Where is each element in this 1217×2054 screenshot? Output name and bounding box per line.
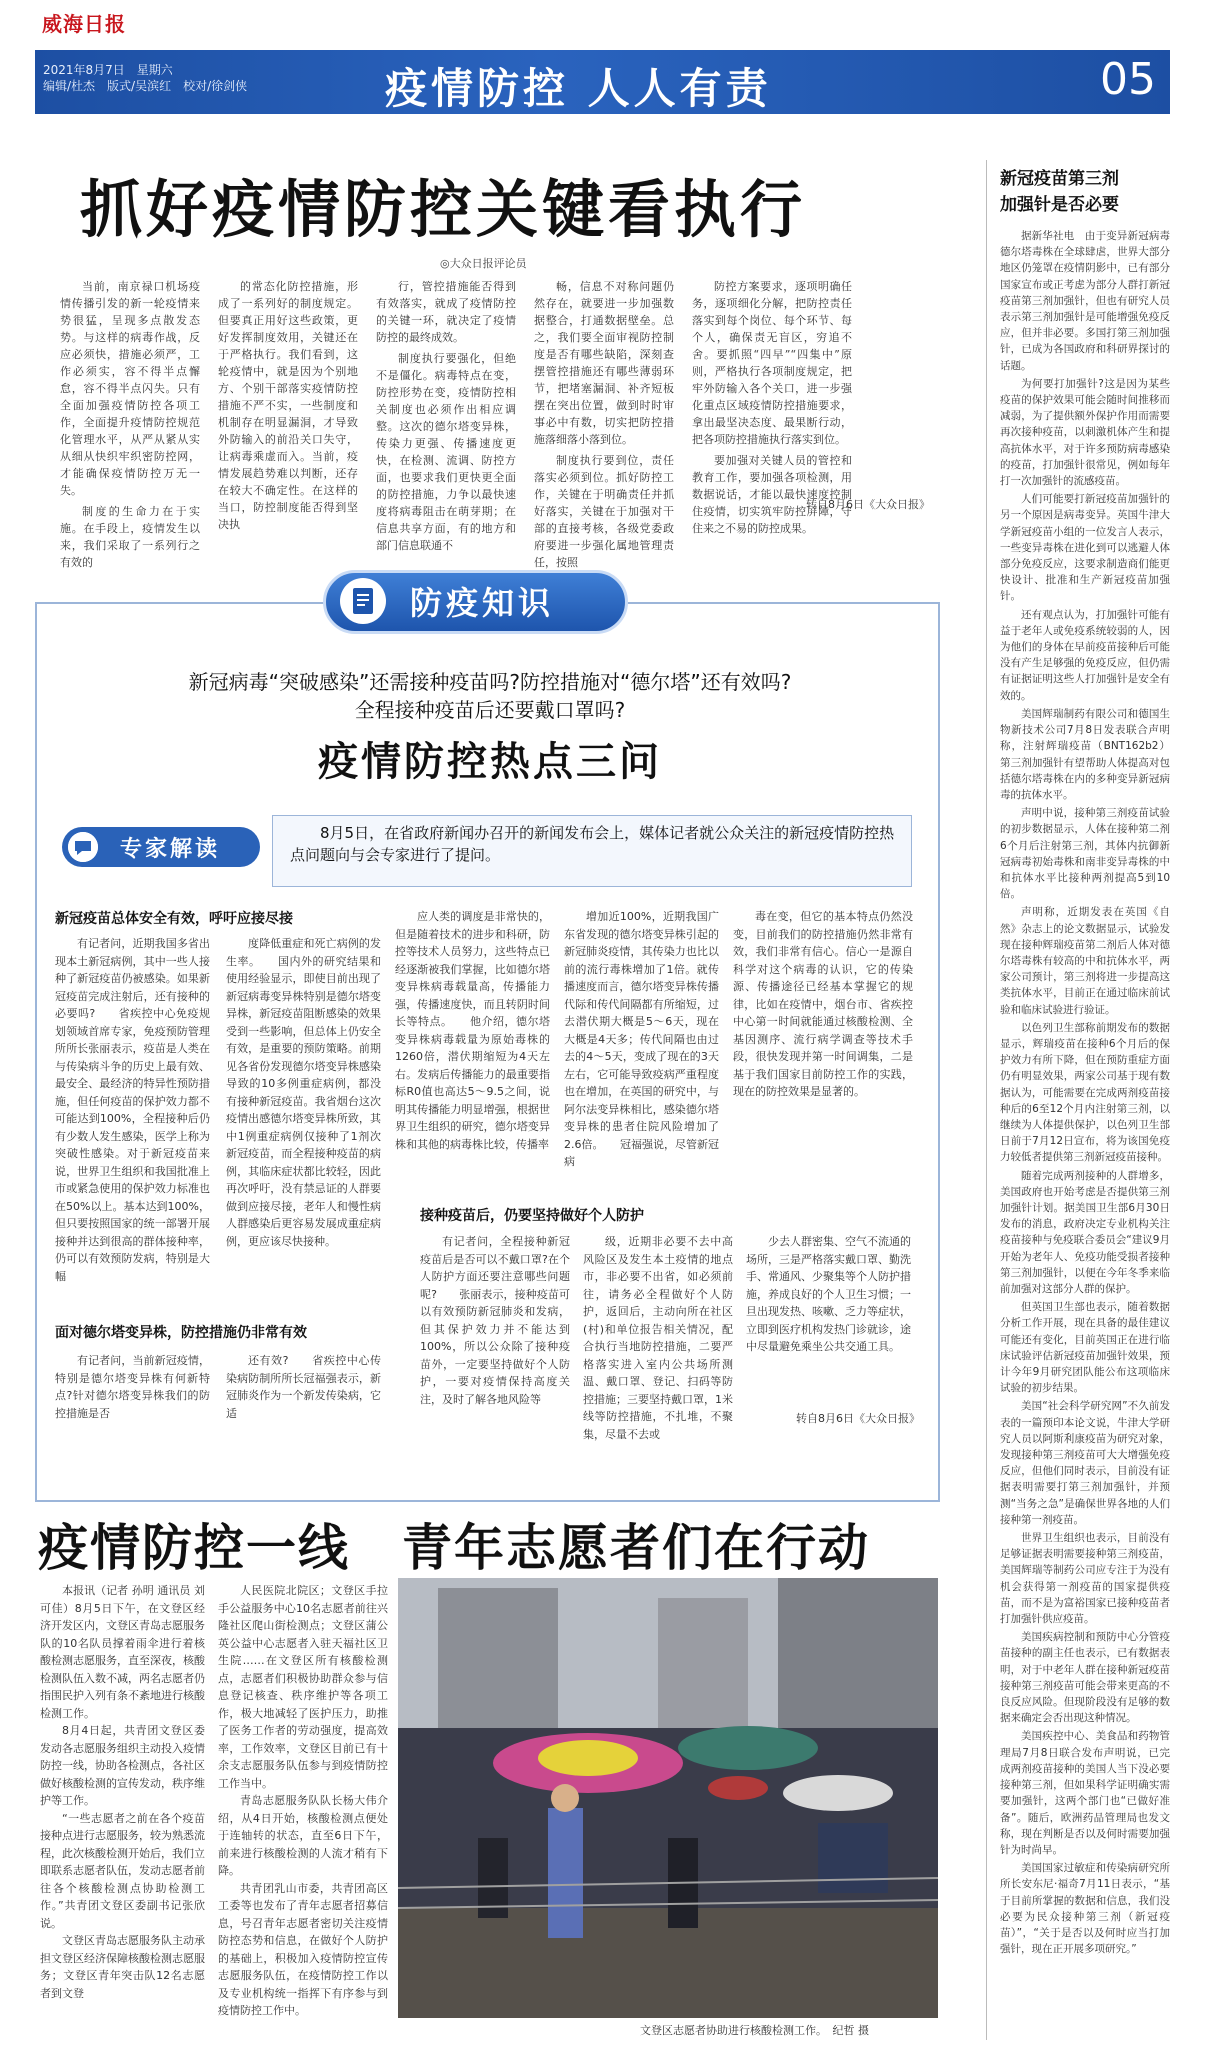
qa-intro: 8月5日，在省政府新闻办召开的新闻发布会上，媒体记者就公众关注的新冠疫情防控热点问题向与会专家进行了提问。 bbox=[290, 824, 895, 864]
sidebar-body: 据新华社电 由于变异新冠病毒德尔塔毒株在全球肆虐，世界大部分地区仍笼罩在疫情阴影中，已有部分国家宣布或正考虑为部分人群打新冠疫苗第三剂加强针，但也有研究人员表示第三剂加强针是可能增强免疫反应，但并非必要。多国打第三剂加强针，已成为各国政府和科研界探讨的话题。 为何要打加强针?这是因为某些疫苗的保护效果可能会随时间推移而减弱，为了提供额外保护作用而需要再次接种疫苗，以刺激机体产生和提高抗体水平，对于许多预防病毒感染的疫苗，打加强针很常见，例如每年打一次加强针的流感疫苗。 人们可能要打新冠疫苗加强针的另一个原因是病毒变异。英国牛津大学新冠疫苗小组的一位发言人表示，一些变异毒株在进化到可以逃避人体部分免疫反应，这要求制造商们能更快设计、批准和生产新冠疫苗加强针。 还有观点认为，打加强针可能有益于老年人或免疫系统较弱的人，因为他们的身体在早前疫苗接种后可能没有产生足够强的免疫反应，但仍需有证据证明这些人打加强针是安全有效的。 美国辉瑞制药有限公司和德国生物新技术公司7月8日发表联合声明称，注射辉瑞疫苗（BNT162b2）第三剂加强针有望帮助人体提高对包括德尔塔毒株在内的多种变异新冠病毒的抗体水平。 声明中说，接种第三剂疫苗试验的初步数据显示，人体在接种第二剂6个月后注射第三剂，其体内抗御新冠病毒初始毒株和南非变异毒株的中和抗体水平比接种两剂提高5到10倍。 声明称，近期发表在英国《自然》杂志上的论文数据显示，试验发现在接种辉瑞疫苗第二剂后人体对德尔塔毒株有较高的中和抗体水平，两家公司预计，第三剂将进一步提高这类抗体水平，目前正在通过临床前试验和临床试验进行验证。 以色列卫生部称前期发布的数据显示，辉瑞疫苗在接种6个月后的保护效力有所下降，但在预防重症方面仍有明显效果，两家公司基于现有数据认为，可能需要在完成两剂疫苗接种后的6至12个月内注射第三剂，以继续为人体提供保护，以色列卫生部日前于7月12日宣布，将为该国免疫力较低者提供第三剂新冠疫苗接种。 随着完成两剂接种的人群增多，美国政府也开始考虑是否提供第三剂加强针计划。据美国卫生部6月30日发布的消息，政府决定专业机构关注疫苗接种与免疫联合委员会“建议9月开始为老年人、免疫功能受损者接种第三剂加强针，以便在今年冬季来临前加强对这部分人群的保护。 但英国卫生部也表示，随着数据分析工作开展，现在具备的最佳建议可能还有变化，目前英国正在进行临床试验评估新冠疫苗加强针效果，预计今年9月研究团队能公布这项临床试验的初步结果。 美国“社会科学研究网”不久前发表的一篇预印本论文说，牛津大学研究人员以阿斯利康疫苗为研究对象，发现接种第三剂疫苗可大大增强免疫反应，但他们同时表示，目前没有证据表明需要打第三剂加强针，并预测“当务之急”是确保世界各地的人们接种第一剂疫苗。 世界卫生组织也表示，目前没有足够证据表明需要接种第三剂疫苗，美国辉瑞等制药公司应专注于为没有机会获得第一剂疫苗的国家提供疫苗，而不是为富裕国家已接种疫苗者打加强针供应疫苗。 美国疾病控制和预防中心分管疫苗接种的副主任也表示，已有数据表明，对于中老年人群在接种新冠疫苗接种第三剂疫苗可能会带来更高的不良反应风险。但现阶段没有足够的数据来确定会否出现这种情况。 美国疾控中心、美食品和药物管理局7月8日联合发布声明说，已完成两剂疫苗接种的美国人当下没必要接种第三剂，但如果科学证明确实需要加强针，这两个部门也“已做好准备”。随后，欧洲药品管理局也发文称，现在判断是否以及何时需要加强针为时尚早。 美国国家过敏症和传染病研究所所长安东尼·福奇7月11日表示，“基于目前所掌握的数据和信息，我们没必要为民众接种第三剂（新冠疫苗）”，“关于是否以及何时应当打加强针，现在正开展多项研究。” bbox=[1000, 230, 1170, 1956]
qa-section1-title: 新冠疫苗总体安全有效，呼吁应接尽接 bbox=[55, 911, 293, 927]
qa-section1-col2: 度降低重症和死亡病例的发生率。 国内外的研究结果和使用经验显示，即使目前出现了新冠病毒变异株特别是德尔塔变异株，新冠疫苗阻断感染的效果受到一些影响，但总体上仍安全有效，是重要的预防策略。前期见各省份发现德尔塔变异株感染导致的10多例重症病例，都没有接种新冠疫苗。我省烟台这次疫情出感德尔塔变异株所致，其中1例重症病例仅接种了1剂次新冠疫苗，而全程接种疫苗的病例，其临床症状都比较轻，因此再次呼吁，没有禁忌证的人群要做到应接尽接，老年人和慢性病人群感染后更容易发展成重症病例，更应该尽快接种。 bbox=[226, 937, 381, 1248]
qa-section2-col2: 还有效? 省疾控中心传染病防制所所长冠福强表示，新冠肺炎作为一个新发传染病，它适 bbox=[226, 1354, 381, 1420]
volunteer-photo bbox=[398, 1578, 938, 2018]
article1-column-1: 当前，南京禄口机场疫情传播引发的新一轮疫情来势很猛，呈现多点散发态势。与这样的病毒作战，反应必须快，措施必须严，工作必须实，容不得半点懈怠，容不得半点闪失。只有全面加强疫情防控各项工作，全面提升疫情防控规范化管理水平，从严从紧从实从细从快织牢织密防控网，才能确保疫情防控万无一失。 制度的生命力在于实施。在手段上，疫情发生以来，我们采取了一系列行之有效的 bbox=[60, 280, 200, 569]
article3-column-1: 本报讯（记者 孙明 通讯员 刘可佳）8月5日下午，在文登区经济开发区内，文登区青岛志愿服务队的10名队员撑着雨伞进行着核酸检测志愿服务，直至深夜，核酸检测队伍入数不减，两名志愿者仍指围民护入列有条不紊地进行核酸检测工作。 8月4日起，共青团文登区委发动各志愿服务组织主动投入疫情防控一线，协助各检测点，各社区做好核酸检测的宣传发动，秩序维护等工作。 “一些志愿者之前在各个疫苗接种点进行志愿服务，较为熟悉流程，此次核酸检测开始后，我们立即联系志愿者队伍，发动志愿者前往各个核酸检测点协助检测工作。”共青团文登区委副书记张欣说。 文登区青岛志愿服务队主动承担文登区经济保障核酸检测志愿服务；文登区青年突击队12名志愿者到文登 bbox=[40, 1584, 205, 2000]
expert-tag-label: 专家解读 bbox=[120, 837, 221, 862]
article1-column-5: 防控方案要求，逐项明确任务，逐项细化分解，把防控责任落实到每个岗位、每个环节、每个人，确保责无盲区，穷追不舍。要抓照“四早”“四集中”原则，严格执行各项制度规定，把牢外防输入各个关口，进一步强化重点区域疫情防控措施要求，拿出最坚决态度、最果断行动，把各项防控措施执行落实到位。 要加强对关键人员的管控和教育工作，要加强各项检测，用数据说话，才能以最快速度控制住疫情，切实筑牢防控屏障，守住来之不易的防控成果。 bbox=[692, 280, 852, 535]
document-icon bbox=[338, 576, 388, 626]
qa-section3-title: 接种疫苗后，仍要坚持做好个人防护 bbox=[420, 1208, 644, 1224]
page-banner bbox=[35, 50, 1170, 114]
qa-section3-col3: 少去人群密集、空气不流通的场所，三是严格落实戴口罩、勤洗手、常通风、少聚集等个人防护措施，养成良好的个人卫生习惯；一旦出现发热、咳嗽、乏力等症状，立即到医疗机构发热门诊就诊，途中尽量避免乘坐公共交通工具。 bbox=[746, 1235, 911, 1353]
issue-meta bbox=[43, 62, 247, 94]
qa-section2-title: 面对德尔塔变异株，防控措施仍非常有效 bbox=[55, 1325, 307, 1341]
article1-column-3: 行，管控措施能否得到有效落实，就成了疫情防控的关键一环，就决定了疫情防控的最终成效。 制度执行要强化，但绝不是僵化。病毒特点在变，防控形势在变，疫情防控相关制度也必须作出相应调整。这次的德尔塔变异株，传染力更强、传播速度更快，在检测、流调、防控方面，也要求我们更快更全面的防控措施，力争以最快速度将病毒阻击在萌芽期；在信息共享方面，有的地方和部门信息联通不 bbox=[376, 280, 516, 552]
article3-headline: 疫情防控一线 青年志愿者们在行动 bbox=[38, 1518, 870, 1577]
article1-source: 转自8月6日《大众日报》 bbox=[806, 498, 930, 511]
qa-source: 转自8月6日《大众日报》 bbox=[796, 1412, 920, 1425]
page-number: 05 bbox=[1100, 54, 1156, 105]
qa-questions: 新冠病毒“突破感染”还需接种疫苗吗?防控措施对“德尔塔”还有效吗? 全程接种疫苗后还要戴口罩吗? bbox=[188, 670, 792, 722]
qa-section1-col3: 应人类的调度是非常快的，但是随着技术的进步和科研，防控等技术人员努力，这些特点已经逐渐被我们掌握，比如德尔塔变异株病毒载量高，传播能力强，传播速度快，而且转阴时间长等特点。 他介绍，德尔塔变异株病毒载量为原始毒株的1260倍，潜伏期缩短为4天左右。发病后传播能力的最重要指标R0值也高达5～9.5之间，说明其传播能力明显增强，根据世界卫生组织的研究，德尔塔变异株和其他的病毒株比较，传播率 bbox=[395, 910, 550, 1151]
qa-section1-col1: 有记者问，近期我国多省出现本土新冠病例，其中一些人接种了新冠疫苗仍被感染。如果新冠疫苗完成注射后，还有接种的必要吗? 省疾控中心免疫规划领域首席专家，免疫预防管理所所长张丽表示，疫苗是人类在与传染病斗争的历史上最有效、最安全、最经济的特异性预防措施，但任何疫苗的保护效力都不可能达到100%，全程接种后仍有少数人发生感染，医学上称为突破性感染。对于新冠疫苗来说，世界卫生组织和我国批准上市或紧急使用的保护效力标准也在50%以上。基本达到100%，但只要按照国家的统一部署开展接种并达到很高的群体接种率，仍可以有效预防发病，特别是大幅 bbox=[55, 937, 210, 1283]
section-title: 疫情防控 人人有责 bbox=[385, 64, 772, 113]
qa-section-tag-label: 防疫知识 bbox=[410, 584, 555, 622]
article1-headline: 抓好疫情防控关键看执行 bbox=[80, 173, 807, 246]
qa-section1-col4: 增加近100%，近期我国广东省发现的德尔塔变异株引起的新冠肺炎疫情，其传染力也比以前的流行毒株增加了1倍。就传播速度而言，德尔塔变异株传播代际和传代间隔都有所缩短，过去潜伏期大概是5～6天，现在大概是4天多；传代间隔也由过去的4～5天，变成了现在的3天左右，它可能导致疫病严重程度也在增加，在英国的研究中，与阿尔法变异株相比，感染德尔塔变异株的患者住院风险增加了2.6倍。 冠福强说，尽管新冠病 bbox=[564, 910, 719, 1168]
column-divider bbox=[986, 160, 987, 2040]
qa-section3-col2: 级，近期非必要不去中高风险区及发生本土疫情的地点市，非必要不出省，如必须前往，请务必全程做好个人防护，返回后，主动向所在社区(村)和单位报告相关情况，配合执行当地防控措施，二要严格落实进入室内公共场所测温、戴口罩、登记、扫码等防控措施；三要坚持戴口罩，1米线等防控措施，不扎堆，不聚集，尽量不去或 bbox=[583, 1235, 733, 1441]
qa-section2-col1: 有记者问，当前新冠疫情，特别是德尔塔变异株有何新特点?针对德尔塔变异株我们的防控措施是否 bbox=[55, 1354, 210, 1420]
article1-column-2: 的常态化防控措施，形成了一系列好的制度规定。但要真正用好这些政策，更好发挥制度效用，关键还在于严格执行。我们看到，这轮疫情中，就是因为个别地方、个别干部落实疫情防控措施不严不实，一些制度和机制存在明显漏洞，才导致外防输入的前沿关口失守，让病毒乘虚而入。当前，疫情发展趋势难以判断，还存在较大不确定性。在这样的当口，防控制度能否得到坚决执 bbox=[218, 280, 358, 531]
qa-headline: 疫情防控热点三问 bbox=[318, 738, 662, 785]
newspaper-logo: 威海日报 bbox=[42, 12, 126, 36]
speech-bubble-icon bbox=[68, 832, 98, 862]
sidebar-headline: 新冠疫苗第三剂 加强针是否必要 bbox=[1000, 169, 1119, 215]
photo-caption: 文登区志愿者协助进行核酸检测工作。 纪哲 摄 bbox=[640, 2024, 869, 2037]
qa-section3-col1: 有记者问，全程接种新冠疫苗后是否可以不戴口罩?在个人防护方面还要注意哪些问题呢? 张丽表示，接种疫苗可以有效预防新冠肺炎和发病，但其保护效力并不能达到100%，所以公众除了接种疫苗外，一定要坚持做好个人防护，一要对疫情保持高度关注，及时了解各地风险等 bbox=[420, 1235, 570, 1406]
qa-section1-col5: 毒在变，但它的基本特点仍然没变，目前我们的防控措施仍然非常有效，我们非常有信心。信心一是源自科学对这个病毒的认识，它的传染源、传播途径已经基本掌握它的规律，比如在疫情中，烟台市、省疾控中心第一时间就能通过核酸检测、全基因测序、流行病学调查等技术手段，很快发现并第一时间调集，二是基于我们国家目前防控工作的实践，现在的防控效果是显著的。 bbox=[733, 910, 913, 1098]
article1-column-4: 畅，信息不对称问题仍然存在，就要进一步加强数据整合，打通数据壁垒。总之，我们要全面审视防控制度是否有哪些缺陷，深刻查摆管控措施还有哪些薄弱环节，把堵塞漏洞、补齐短板摆在突出位置，做到时时审事必中有数，切实把防控措施落细落小落到位。 制度执行要到位，责任落实必须到位。抓好防控工作，关键在于明确责任并抓好落实，关键在于加强对干部的直接考核，各级党委政府要进一步强化属地管理责任，按照 bbox=[534, 280, 674, 569]
article1-byline: ◎大众日报评论员 bbox=[440, 257, 527, 270]
issue-date: 2021年8月7日 星期六 bbox=[43, 63, 173, 77]
editor-credits: 编辑/杜杰 版式/吴滨红 校对/徐剑侠 bbox=[43, 79, 248, 93]
article3-column-2: 人民医院北院区；文登区手拉手公益服务中心10名志愿者前往兴隆社区爬山街检测点；文登区蒲公英公益中心志愿者入驻天福社区卫生院……在文登区所有核酸检测点，志愿者们积极协助群众参与信息登记核查、秩序维护等各项工作，极大地减轻了医护压力，助推了医务工作者的劳动强度，提高效率，工作效率，文登区目前已有十余支志愿服务队伍参与到疫情防控工作当中。 青岛志愿服务队队长杨大伟介绍，从4日开始，核酸检测点便处于连轴转的状态，直至6日下午，前来进行核酸检测的人流才稍有下降。 共青团乳山市委，共青团高区工委等也发布了青年志愿者招募信息，号召青年志愿者密切关注疫情防控态势和信息，在做好个人防护的基础上，积极加入疫情防控宣传志愿服务队伍，在疫情防控工作以及专业机构统一指挥下有序参与到疫情防控工作中。 bbox=[218, 1584, 388, 2017]
